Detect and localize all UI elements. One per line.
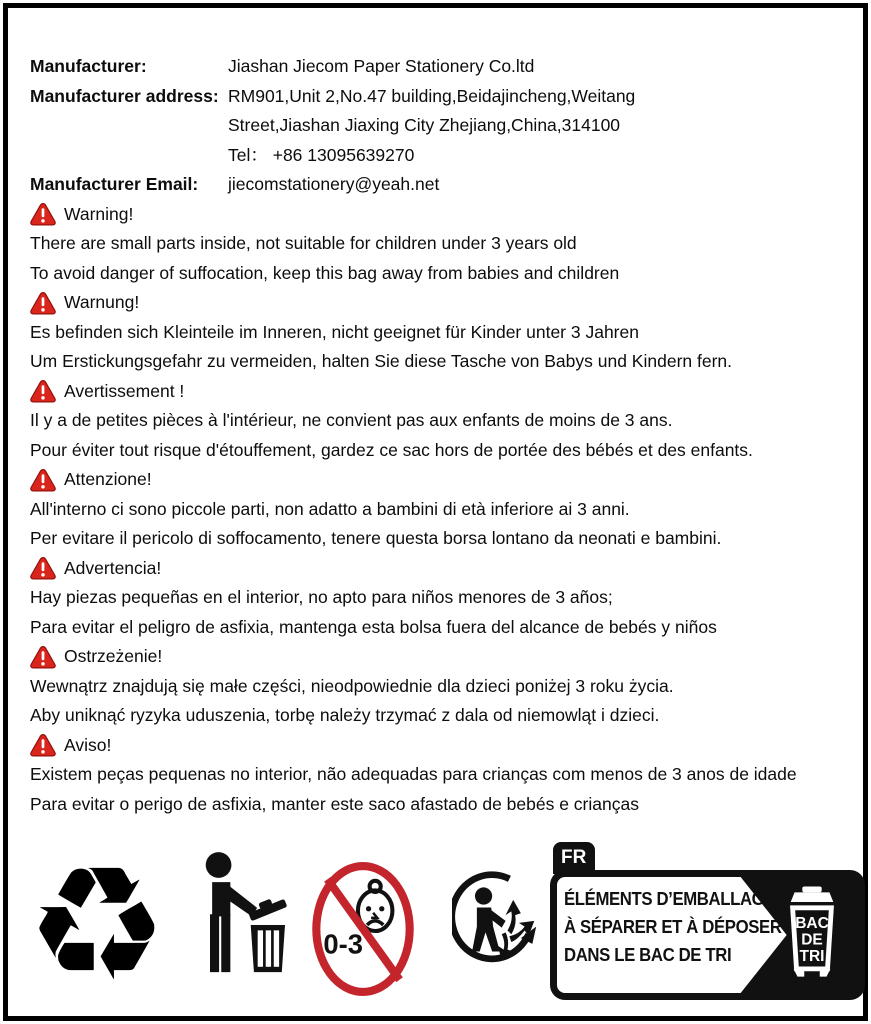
warning-line: All'interno ci sono piccole parti, non adatto a bambini di età inferiore ai 3 anni. [30,498,630,519]
warning-line: Para evitar el peligro de asfixia, mantenga esta bolsa fuera del alcance de bebés y niños [30,616,717,637]
warning-line: Um Erstickungsgefahr zu vermeiden, halten Sie diese Tasche von Babys und Kindern fern. [30,351,733,371]
warning-block-german [30,288,851,377]
warning-line: There are small parts inside, not suitable for children under 3 years old [30,233,577,253]
symbols-row [26,833,865,1017]
warning-title: Attenzione! [64,469,152,490]
manufacturer-info [30,52,851,200]
warning-line: Es befinden sich Kleinteile im Inneren, nicht geeignet für Kinder unter 3 Jahren [30,321,639,342]
warning-triangle-icon [30,645,56,669]
warning-triangle-icon [30,202,56,226]
sorting-bin-icon [781,883,843,985]
bin-word: BAC [794,915,829,933]
sorting-line: ÉLÉMENTS D’EMBALLAGE [563,889,775,909]
recycling-icon: ♻ [26,833,168,1017]
manufacturer-email-label: Manufacturer Email: [30,174,199,194]
manufacturer-address-line1: RM901,Unit 2,No.47 building,Beidajincheng,Weitang [228,85,636,106]
warning-triangle-icon [30,291,56,315]
warning-line: Pour éviter tout risque d'étouffement, gardez ce sac hors de portée des bébés et des enfants. [30,439,753,460]
warning-block-spanish [30,554,851,643]
warning-title: Advertencia! [64,557,162,578]
age-range-text: 0-3 [323,928,363,960]
warning-triangle-icon [30,733,56,757]
fr-country-tag: FR [553,842,595,874]
warning-line: Hay piezas pequeñas en el interior, no apto para niños menores de 3 años; [30,587,613,607]
warning-triangle-icon [30,379,56,403]
warning-line: Aby uniknąć ryzyka uduszenia, torbę należy trzymać z dala od niemowląt i dzieci. [30,705,660,725]
warning-block-portuguese [30,731,851,820]
warning-title: Ostrzeżenie! [64,646,163,667]
warning-line: Wewnątrz znajdują się małe części, nieodpowiednie dla dzieci poniżej 3 roku życia. [30,675,674,696]
bin-word: TRI [799,948,825,966]
warning-title: Warning! [64,203,134,224]
manufacturer-label: Manufacturer: [30,56,147,76]
age-warning-0-3-icon [310,860,416,998]
tidyman-icon [184,850,296,1000]
warning-title: Aviso! [64,734,112,755]
manufacturer-address-label: Manufacturer address: [30,85,219,106]
warning-block-polish [30,642,851,731]
warning-triangle-icon [30,556,56,580]
warning-block-italian [30,465,851,554]
warning-line: Existem peças pequenas no interior, não adequadas para crianças com menos de 3 anos de idade [30,764,797,784]
warning-block-french [30,377,851,466]
warning-title: Avertissement ! [64,380,185,401]
sorting-line: À SÉPARER ET À DÉPOSER [563,917,782,937]
warning-triangle-icon [30,468,56,492]
sorting-line: DANS LE BAC DE TRI [563,945,731,965]
manufacturer-tel: Tel： +86 13095639270 [228,144,415,165]
warning-line: Per evitare il pericolo di soffocamento, tenere questa borsa lontano da neonati e bambini. [30,528,722,548]
triman-icon [452,870,540,968]
sorting-instructions [564,885,782,969]
manufacturer-email: jiecomstationery@yeah.net [228,174,440,194]
info-tri-signage [550,842,865,1000]
bin-word: DE [800,931,823,949]
warning-line: Il y a de petites pièces à l'intérieur, ne convient pas aux enfants de moins de 3 ans. [30,410,673,430]
manufacturer-address-line2: Street,Jiashan Jiaxing City Zhejiang,China,314100 [228,115,621,135]
label-content [30,52,851,819]
warning-title: Warnung! [64,292,140,313]
warning-block-english [30,200,851,289]
manufacturer-name: Jiashan Jiecom Paper Stationery Co.ltd [228,56,535,76]
warning-line: Para evitar o perigo de asfixia, manter este saco afastado de bebés e crianças [30,793,639,814]
warning-line: To avoid danger of suffocation, keep this bag away from babies and children [30,262,620,283]
info-tri-block [550,870,865,1000]
